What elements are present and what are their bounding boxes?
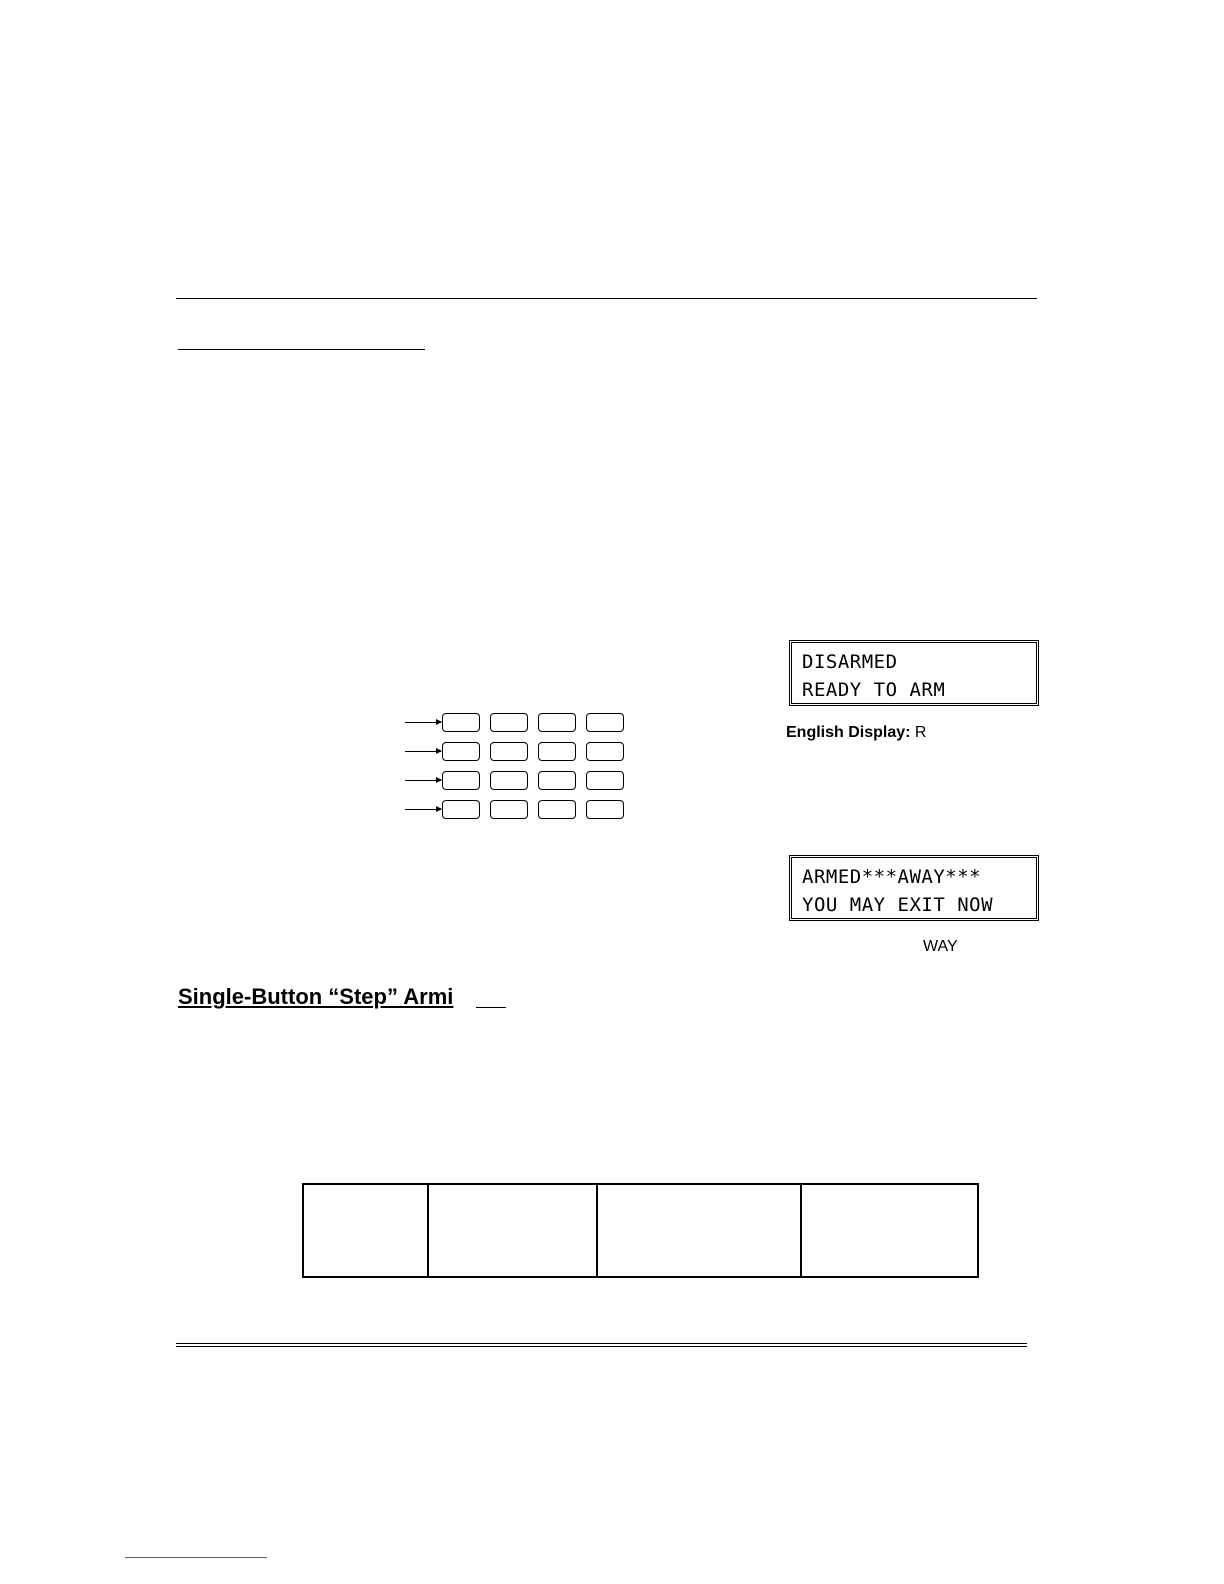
table-cell: [801, 1184, 978, 1277]
table-cell: [597, 1184, 801, 1277]
arrow-icon: [405, 809, 441, 810]
lcd-line-1: DISARMED: [802, 651, 898, 673]
keypad-key: [490, 713, 528, 732]
section-title: Single-Button “Step” Armi: [178, 984, 454, 1009]
footer-rule: [176, 1346, 1027, 1347]
keypad-key: [586, 800, 624, 819]
section-title-underline: [476, 1007, 506, 1008]
caption-value: R: [914, 724, 927, 741]
keypad-key: [490, 800, 528, 819]
arming-table: [302, 1183, 979, 1278]
keypad-key: [586, 771, 624, 790]
lcd-display-disarmed: [789, 640, 1039, 706]
keypad-key: [442, 800, 480, 819]
keypad-key: [538, 742, 576, 761]
keypad-key: [586, 742, 624, 761]
caption-label: English Display:: [786, 724, 911, 741]
table-row: [303, 1184, 978, 1277]
arrow-icon: [405, 722, 441, 723]
footnote-link-underline[interactable]: [125, 1557, 267, 1558]
keypad-key: [442, 713, 480, 732]
keypad-key: [490, 742, 528, 761]
keypad-key: [538, 713, 576, 732]
lcd-display-armed: [789, 855, 1039, 921]
arrow-icon: [405, 751, 441, 752]
header-rule: [176, 298, 1037, 299]
lcd-line-1: ARMED***AWAY***: [802, 866, 982, 888]
caption-armed: WAY: [923, 938, 958, 955]
keypad-key: [538, 771, 576, 790]
lcd-line-2: YOU MAY EXIT NOW: [802, 894, 994, 916]
arrow-icon: [405, 780, 441, 781]
keypad-key: [586, 713, 624, 732]
lcd-line-2: READY TO ARM: [802, 679, 946, 701]
keypad-key: [442, 742, 480, 761]
keypad-key: [490, 771, 528, 790]
keypad-key: [442, 771, 480, 790]
caption-disarmed: [786, 724, 926, 742]
heading-underline: [178, 349, 425, 350]
footer-rule: [176, 1343, 1027, 1344]
keypad-key: [538, 800, 576, 819]
table-cell: [303, 1184, 428, 1277]
table-cell: [428, 1184, 597, 1277]
